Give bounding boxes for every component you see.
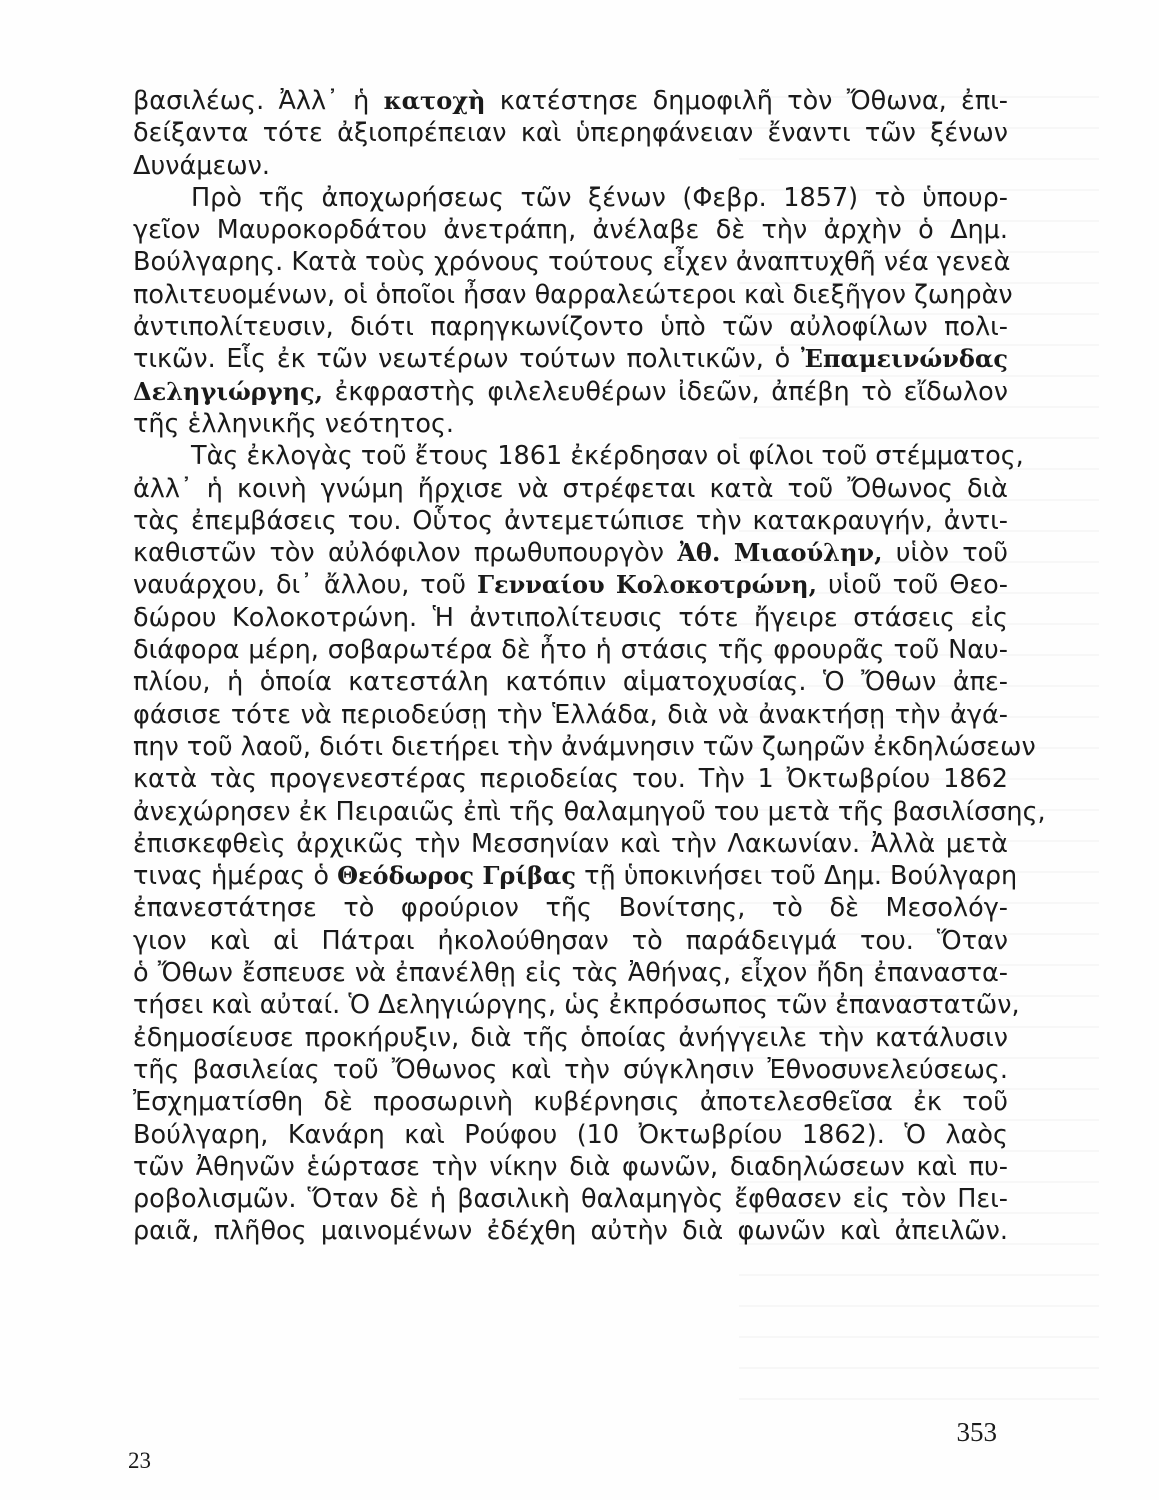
text-line xyxy=(133,85,1008,117)
text-run: ἀλλ᾽ ἡ κοινὴ γνώμη ἤρχισε νὰ στρέφεται κατὰ τοῦ Ὄθωνος διὰ xyxy=(133,473,1008,504)
text-run: τήσει καὶ αὐταί. Ὁ Δεληγιώργης, ὡς ἐκπρόσωπος τῶν ἐπαναστατῶν, xyxy=(133,990,1020,1021)
text-line xyxy=(133,376,1008,408)
text-run: Πρὸ τῆς ἀποχωρήσεως τῶν ξένων (Φεβρ. 1857) τὸ ὑπουρ- xyxy=(191,182,1008,213)
text-run: ἐπισκεφθεὶς ἀρχικῶς τὴν Μεσσηνίαν καὶ τὴν Λακωνίαν. Ἀλλὰ μετὰ xyxy=(133,828,1008,859)
text-line xyxy=(133,796,1046,828)
text-line xyxy=(133,634,1008,666)
text-line xyxy=(133,1183,1008,1215)
body-text xyxy=(133,85,1046,1248)
text-run: φάσισε τότε νὰ περιοδεύσῃ τὴν Ἑλλάδα, διὰ νὰ ἀνακτήσῃ τὴν ἀγά- xyxy=(133,699,1008,730)
text-run: τῶν Ἀθηνῶν ἑώρτασε τὴν νίκην διὰ φωνῶν, διαδηλώσεων καὶ πυ- xyxy=(133,1151,1008,1182)
text-line xyxy=(133,343,1008,375)
text-line xyxy=(133,1119,1008,1151)
text-line xyxy=(133,1151,1008,1183)
text-line xyxy=(133,989,1020,1021)
text-run: Ἐσχηματίσθη δὲ προσωρινὴ κυβέρνησις ἀποτελεσθεῖσα ἐκ τοῦ xyxy=(133,1087,1008,1118)
text-line xyxy=(133,537,1008,569)
text-line xyxy=(133,408,1008,440)
text-run: γιον καὶ αἱ Πάτραι ἠκολούθησαν τὸ παράδειγμά του. Ὅταν xyxy=(133,925,1008,956)
bold-name: Ἐπαμεινώνδας xyxy=(800,344,1008,374)
bold-name: Γενναίου Κολοκοτρώνη, xyxy=(476,570,817,600)
text-run: ραιᾶ, πλῆθος μαινομένων ἐδέχθη αὐτὴν διὰ φωνῶν καὶ ἀπειλῶν. xyxy=(133,1216,1008,1247)
text-run: κατὰ τὰς προγενεστέρας περιοδείας του. Τὴν 1 Ὀκτωβρίου 1862 xyxy=(133,764,1008,795)
text-line xyxy=(133,311,1008,343)
text-run: ἀνεχώρησεν ἐκ Πειραιῶς ἐπὶ τῆς θαλαμηγοῦ του μετὰ τῆς βασιλίσσης, xyxy=(133,796,1046,827)
text-run: ἐκφραστὴς φιλελευθέρων ἰδεῶν, ἀπέβη τὸ εἴδωλον xyxy=(323,376,1008,407)
text-run: τικῶν. Εἷς ἐκ τῶν νεωτέρων τούτων πολιτικῶν, ὁ xyxy=(133,344,801,375)
text-run: δώρου Κολοκοτρώνη. Ἡ ἀντιπολίτευσις τότε ἤγειρε στάσεις εἰς xyxy=(133,602,1008,633)
text-run: πλίου, ἡ ὁποία κατεστάλη κατόπιν αἱματοχυσίας. Ὁ Ὄθων ἀπε- xyxy=(133,667,1008,698)
text-line xyxy=(133,763,1008,795)
text-run: Τὰς ἐκλογὰς τοῦ ἔτους 1861 ἐκέρδησαν οἱ φίλοι τοῦ στέμματος, xyxy=(191,441,1024,472)
text-line xyxy=(133,569,1008,601)
text-run: καθιστῶν τὸν αὐλόφιλον πρωθυπουργὸν xyxy=(133,538,678,569)
text-line xyxy=(133,602,1008,634)
text-run: διάφορα μέρη, σοβαρωτέρα δὲ ἦτο ἡ στάσις τῆς φρουρᾶς τοῦ Ναυ- xyxy=(133,635,1008,666)
text-run: κατέστησε δημοφιλῆ τὸν Ὄθωνα, ἐπι- xyxy=(485,86,1009,116)
text-run: Βούλγαρης. Κατὰ τοὺς χρόνους τούτους εἶχεν ἀναπτυχθῆ νέα γενεὰ xyxy=(133,247,1011,278)
text-line xyxy=(133,1086,1008,1118)
text-run: Βούλγαρη, Κανάρη καὶ Ρούφου (10 Ὀκτωβρίου 1862). Ὁ λαὸς xyxy=(133,1119,1008,1150)
text-run: τῆς ἑλληνικῆς νεότητος. xyxy=(133,408,455,439)
text-run: πολιτευομένων, οἱ ὁποῖοι ἦσαν θαρραλεώτεροι καὶ διεξῆγον ζωηρὰν xyxy=(133,279,1013,310)
text-line xyxy=(133,860,1018,892)
text-line xyxy=(133,246,1011,278)
bold-name: Δεληγιώργης, xyxy=(133,376,324,406)
text-line xyxy=(133,892,1008,924)
text-run: ὁ Ὄθων ἔσπευσε νὰ ἐπανέλθῃ εἰς τὰς Ἀθήνας, εἶχον ἤδη ἐπαναστα- xyxy=(133,958,1008,989)
text-run: ἐπανεστάτησε τὸ φρούριον τῆς Βονίτσης, τὸ δὲ Μεσολόγ- xyxy=(133,893,1008,924)
bold-name: Ἀθ. Μιαούλην, xyxy=(677,538,883,568)
text-line xyxy=(133,214,1008,246)
text-run: δείξαντα τότε ἀξιοπρέπειαν καὶ ὑπερηφάνειαν ἔναντι τῶν ξένων xyxy=(133,118,1008,149)
text-line xyxy=(133,279,1013,311)
text-line xyxy=(133,182,1008,214)
text-line xyxy=(133,440,1024,472)
text-line xyxy=(133,699,1008,731)
text-line xyxy=(133,731,1036,763)
text-run: τῇ ὑποκινήσει τοῦ Δημ. Βούλγαρη xyxy=(576,861,1018,892)
text-run: πην τοῦ λαοῦ, διότι διετήρει τὴν ἀνάμνησιν τῶν ζωηρῶν ἐκδηλώσεων xyxy=(133,731,1036,762)
text-run: τινας ἡμέρας ὁ xyxy=(133,861,338,892)
bold-name: Θεόδωρος Γρίβας xyxy=(337,861,576,891)
text-line xyxy=(133,1054,1008,1086)
text-run: ἐδημοσίευσε προκήρυξιν, διὰ τῆς ὁποίας ἀνήγγειλε τὴν κατάλυσιν xyxy=(133,1022,1008,1053)
signature-mark: 23 xyxy=(128,1448,151,1473)
text-run: υἱοῦ τοῦ Θεο- xyxy=(817,570,1008,601)
text-run: Δυνάμεων. xyxy=(133,150,270,181)
text-line xyxy=(133,473,1008,505)
text-run: τῆς βασιλείας τοῦ Ὄθωνος καὶ τὴν σύγκλησιν Ἐθνοσυνελεύσεως. xyxy=(133,1054,1008,1085)
text-line xyxy=(133,1215,1008,1247)
text-line xyxy=(133,1022,1008,1054)
text-line xyxy=(133,925,1008,957)
text-run: ναυάρχου, δι᾽ ἄλλου, τοῦ xyxy=(133,570,477,601)
bold-name: κατοχὴ xyxy=(383,86,486,115)
text-line xyxy=(133,117,1008,149)
text-run: ροβολισμῶν. Ὅταν δὲ ἡ βασιλικὴ θαλαμηγὸς ἔφθασεν εἰς τὸν Πει- xyxy=(133,1184,1008,1215)
text-run: υἱὸν τοῦ xyxy=(882,538,1008,569)
page-number: 353 xyxy=(956,1417,997,1447)
text-run: βασιλέως. Ἀλλ᾽ ἡ xyxy=(133,86,384,116)
text-line xyxy=(133,150,1008,182)
text-line xyxy=(133,828,1008,860)
text-run: ἀντιπολίτευσιν, διότι παρηγκωνίζοντο ὑπὸ τῶν αὐλοφίλων πολι- xyxy=(133,312,1008,343)
text-run: γεῖον Μαυροκορδάτου ἀνετράπη, ἀνέλαβε δὲ τὴν ἀρχὴν ὁ Δημ. xyxy=(133,215,1008,246)
text-run: τὰς ἐπεμβάσεις του. Οὗτος ἀντεμετώπισε τὴν κατακραυγήν, ἀντι- xyxy=(133,505,1008,536)
text-line xyxy=(133,957,1008,989)
text-line xyxy=(133,666,1008,698)
text-line xyxy=(133,505,1008,537)
